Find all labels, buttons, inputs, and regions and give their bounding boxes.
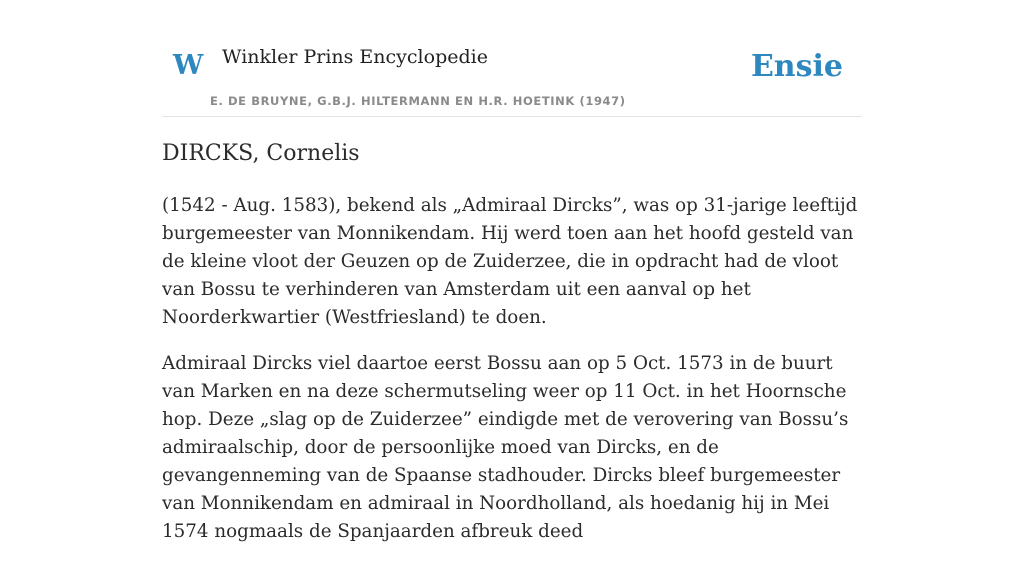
- encyclopedia-title[interactable]: Winkler Prins Encyclopedie: [222, 46, 488, 68]
- ensie-logo-link[interactable]: Ensie: [750, 49, 843, 84]
- encyclopedia-authors: E. DE BRUYNE, G.B.J. HILTERMANN EN H.R. HOETINK (1947): [210, 94, 626, 108]
- entry-paragraph: Admiraal Dircks viel daartoe eerst Bossu aan op 5 Oct. 1573 in de buurt van Marken en na deze schermutseling weer op 11 Oct. in het Hoornsche hop. Deze „slag op de Zuiderzee” eindigde met de verovering van Bossu’s admiraalschip, door de persoonlijke moed van Dircks, en de gevangenneming van de Spaanse stadhouder. Dircks bleef burgemeester van Monnikendam en admiraal in Noordholland, als hoedanig hij in Mei 1574 nogmaals de Spanjaarden afbreuk deed: [162, 353, 849, 542]
- entry-paragraph: (1542 - Aug. 1583), bekend als „Admiraal Dircks”, was op 31-jarige leeftijd burgemeester van Monnikendam. Hij werd toen aan het hoofd gesteld van de kleine vloot der Geuzen op de Zuiderzee, die in opdracht had de vloot van Bossu te verhinderen van Amsterdam uit een aanval op het Noorderkwartier (Westfriesland) te doen.: [162, 195, 858, 328]
- entry-body: [162, 192, 862, 564]
- encyclopedia-logo[interactable]: W: [173, 50, 204, 81]
- page: [162, 0, 862, 542]
- header: [162, 0, 862, 117]
- entry-title: DIRCKS, Cornelis: [162, 141, 360, 166]
